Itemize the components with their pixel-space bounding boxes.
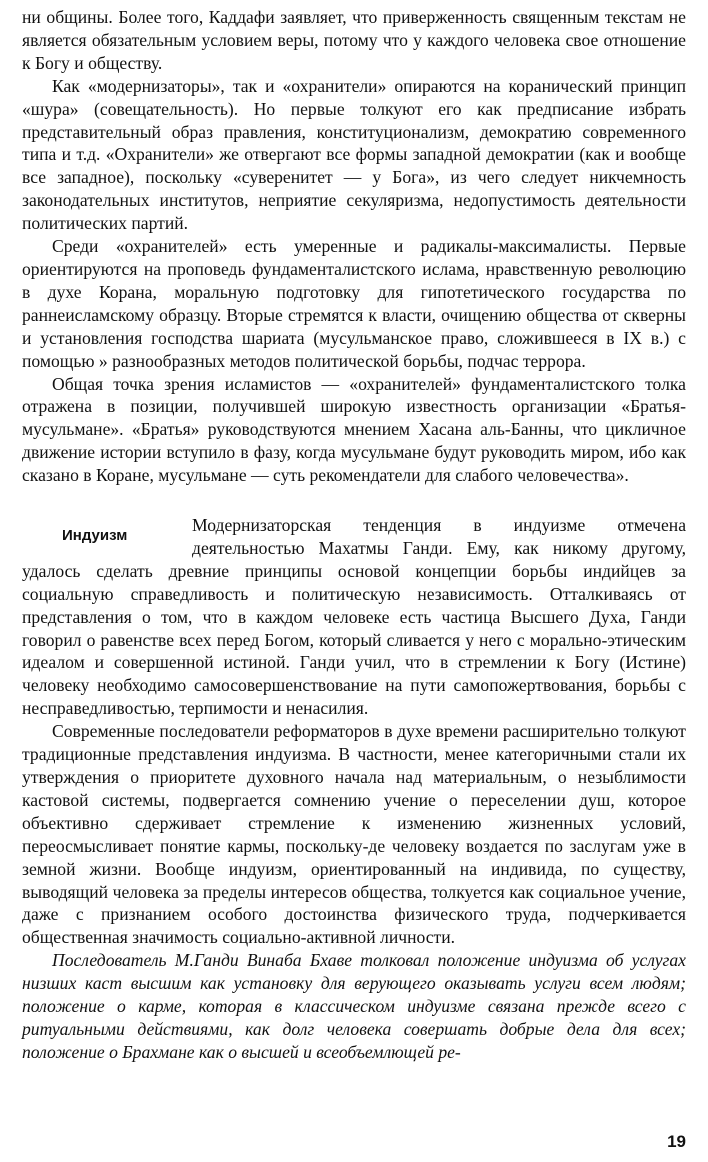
paragraph-muslim-brothers: Общая точка зрения исламистов — «охранителей» фундаменталистского толка отражена в позиции, получившей широкую известность организации «Братья-мусульмане». «Братья» руководствуются мнением Хасана аль-Банны, что цикличное движение истории вступило в фазу, когда мусульмане будут руководить миром, ибо как сказано в Коране, мусульмане — суть рекомендатели для слабого человечества».	[22, 373, 686, 486]
paragraph-gandhi: Модернизаторская тенденция в индуизме отмечена деятельностью Махатмы Ганди. Ему, как никому другому, удалось сделать древние принципы основой концепции борьбы индийцев за социальную справедливость и политическую независимость. Отталкиваясь от представления о том, что в каждом человеке есть частица Высшего Духа, Ганди говорил о равенстве всех перед Богом, который сливается у него с морально-этическим идеалом и совершенной истиной. Ганди учил, что в стремлении к Богу (Истине) человеку необходимо самосовершенствование на пути самопожертвования, борьбы с несправедливостью, терпимости и ненасилия.	[22, 515, 686, 719]
paragraph-reformers: Современные последователи реформаторов в духе времени расширительно толкуют традиционные представления индуизма. В частности, менее категоричными стали их утверждения о приоритете духовного начала над материальным, о незыблимости кастовой системы, подвергается сомнению учение о переселении душ, которое объективно сдерживает стремление к изменению жизненных условий, переосмысливает понятие кармы, поскольку-де человеку воздается по заслугам уже в земной жизни. Вообще индуизм, ориентированный на индивида, по существу, выводящий человека за пределы интересов общества, толкуется как социальное учение, даже с признанием особого достоинства физического труда, подчеркивается общественная значимость социально-активной личности.	[22, 721, 686, 948]
section-heading: Индуизм	[62, 527, 128, 545]
section-hinduism	[22, 514, 686, 1064]
book-page	[22, 6, 686, 1064]
paragraph-continuation: ни общины. Более того, Каддафи заявляет, что приверженность священным текстам не является обязательным условием веры, потому что у каждого человека свое отношение к Богу и обществу.	[22, 7, 686, 73]
paragraph-vinoba-bhave: Последователь М.Ганди Винаба Бхаве толковал положение индуизма об услугах низших каст высшим как установку для верующего оказывать услуги всем людям; положение о карме, которая в классическом индуизме связана прежде всего с ритуальными действиями, как долг человека совершать добрые дела для всех; положение о Брахмане как о высшей и всеобъемлющей ре-	[22, 950, 686, 1062]
paragraph-guardians: Среди «охранителей» есть умеренные и радикалы-максималисты. Первые ориентируются на проповедь фундаменталистского ислама, нравственную революцию в духе Корана, моральную подготовку для гипотетического государства по раннеисламскому образцу. Вторые стремятся к власти, очищению общества от скверны и установления господства шариата (мусульманское право, сложившееся в IX в.) с помощью » разнообразных методов политической борьбы, подчас террора.	[22, 236, 686, 371]
page-number: 19	[667, 1132, 686, 1151]
section-gap	[22, 487, 686, 514]
paragraph-shura: Как «модернизаторы», так и «охранители» опираются на коранический принцип «шура» (совещательность). Но первые толкуют его как предписание избрать представительный образ правления, конституционализм, демократию современного типа и т.д. «Охранители» же отвергают все формы западной демократии (как и вообще все западное), поскольку «суверенитет — у Бога», из чего следует никчемность законодательных институтов, неприятие секуляризма, недопустимость деятельности политических партий.	[22, 75, 686, 234]
